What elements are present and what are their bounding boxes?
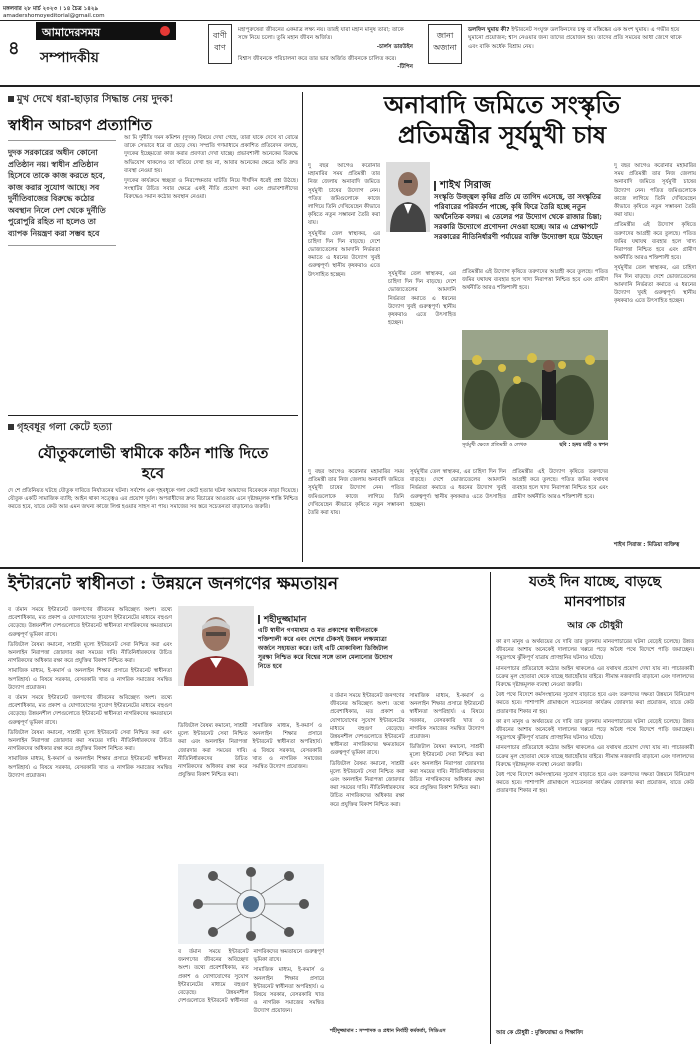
- feature-body-col2-p1: সূর্যমুখীর তেল স্বাস্থ্যকর, এর চাহিদা দিন দিন বাড়ছে। দেশে ভোজ্যতেলের আমদানি নির্ভরতা কমাতে এ ধরনের উদ্যোগ খুবই গুরুত্বপূর্ণ। স্থানীয় কৃষকরাও এতে উৎসাহিত হচ্ছেন।: [388, 271, 456, 327]
- editorial-2-headline: যৌতুকলোভী স্বামীকে কঠিন শাস্তি দিতে হবে: [37, 444, 269, 482]
- kicker-bullet-icon: [8, 96, 14, 102]
- bottom-column-divider: [490, 572, 491, 1044]
- bani-label-line1: বাণী: [213, 31, 227, 40]
- internet-body-p6: সামাজিক মাধ্যম, ই-কমার্স ও অনলাইন শিক্ষার প্রসারে ইন্টারনেট স্বাধীনতা অপরিহার্য। এ বিষয়ে সরকার, বেসরকারি খাত ও নাগরিক সমাজের সমন্বিত উদ্যোগ প্রয়োজন।: [8, 756, 172, 779]
- photo-credit: ছবি : হৃদয় মাহী ও স্বপন: [559, 442, 608, 448]
- bani-label-line2: বাণ: [214, 43, 226, 52]
- fact-box: [468, 26, 693, 51]
- editorial-2: [8, 420, 298, 570]
- newspaper-logo: [36, 22, 176, 42]
- trafficking-headline-line2: মানবপাচার: [564, 594, 626, 610]
- photo-caption-text: সূর্যমুখী ক্ষেতে প্রতিমন্ত্রী ও লেখক: [462, 442, 527, 448]
- editorial-1-pull-quote: দুদক সরকারের অধীন কোনো প্রতিষ্ঠান নয়। স্বাধীন প্রতিষ্ঠান হিসেবে তাকে কাজ করতে হবে, কাজ করার সুযোগ আছে। সব দুর্নীতিবাজের বিরুদ্ধে কঠোর অবস্থান নিলে দেশ থেকে দুর্নীতি পুরোপুরি রহিত না হলেও তা ব্যাপক নিয়ন্ত্রণ করা সম্ভব হবে: [8, 140, 116, 246]
- feature-body-col5-p1: দু বছর আগেও করোনার মহামারির সময় প্রতিমন্ত্রী তার নিজ জেলায় অনাবাদি জমিতে সূর্যমুখী চাষের উদ্যোগ নেন। পতিত জমিগুলোকে কাজে লাগিয়ে তিনি দেখিয়েছেন কীভাবে কৃষিতে নতুন সম্ভাবনা তৈরি করা যায়।: [308, 469, 404, 517]
- feature-body-col4: [614, 162, 696, 532]
- feature-body-col2: [388, 270, 456, 450]
- feature-body-col5: [308, 468, 608, 548]
- feature-body-col5-p2: সূর্যমুখীর তেল স্বাস্থ্যকর, এর চাহিদা দিন দিন বাড়ছে। দেশে ভোজ্যতেলের আমদানি নির্ভরতা কমাতে এ ধরনের উদ্যোগ খুবই গুরুত্বপূর্ণ। স্থানীয় কৃষকরাও এতে উৎসাহিত হচ্ছেন।: [410, 469, 506, 508]
- feature-headline-line1: অনাবাদি জমিতে সংস্কৃতি: [383, 90, 621, 119]
- internet-body-p1: ব র্তমান সময়ে ইন্টারনেট জনগণের জীবনের অবিচ্ছেদ্য অংশ। তথ্যে প্রবেশাধিকার, মত প্রকাশ ও যোগাযোগের সুযোগ ইন্টারনেটের মাধ্যমে বহুগুণ বেড়েছে। উন্নয়নশীল দেশগুলোতে ইন্টারনেট স্বাধীনতা নাগরিকদের ক্ষমতায়নে গুরুত্বপূর্ণ ভূমিকা রাখে।: [8, 607, 172, 638]
- feature-body-col4-p3: সূর্যমুখীর তেল স্বাস্থ্যকর, এর চাহিদা দিন দিন বাড়ছে। দেশে ভোজ্যতেলের আমদানি নির্ভরতা কমাতে এ ধরনের উদ্যোগ খুবই গুরুত্বপূর্ণ। স্থানীয় কৃষকরাও এতে উৎসাহিত হচ্ছেন।: [614, 265, 696, 305]
- author-marker-icon: [434, 181, 436, 191]
- date-line: মঙ্গলবার ২৮ মার্চ ২০২৩ । ১৪ চৈত্র ১৪২৯: [3, 6, 99, 12]
- editorial-divider: [8, 415, 298, 416]
- author-portrait: [386, 162, 430, 232]
- editorial-1-headline: স্বাধীন আচরণ প্রত্যাশিত: [8, 116, 153, 134]
- editorial-email: amadershomoyeditorial@gmail.com: [3, 13, 105, 19]
- feature-body-p1: দু বছর আগেও করোনার মহামারির সময় প্রতিমন্ত্রী তার নিজ জেলায় অনাবাদি জমিতে সূর্যমুখী চাষের উদ্যোগ নেন। পতিত জমিগুলোকে কাজে লাগিয়ে তিনি দেখিয়েছেন কীভাবে কৃষিতে নতুন সম্ভাবনা তৈরি করা যায়।: [308, 163, 380, 227]
- fact-title: ডলফিন ঘুমায় কী?: [468, 27, 510, 33]
- internet-article: [8, 572, 486, 1044]
- internet-body-p2: ডিজিটাল বৈষম্য কমানো, সাশ্রয়ী মূল্যে ইন্টারনেট সেবা নিশ্চিত করা এবং অনলাইন নিরাপত্তা জোরদার করা সময়ের দাবি। নীতিনির্ধারকদের উচিত নাগরিকদের অধিকার রক্ষা করে প্রযুক্তির বিকাশ নিশ্চিত করা।: [8, 641, 172, 665]
- internet-pull-quote: এটি স্বাধীন গণমাধ্যম ও মত প্রকাশের স্বাধীনতাকে শক্তিশালী করে এবং দেশের টেকসই উন্নয়ন লক্ষ্যমাত্রা অর্জনে সহায়তা করে। তাই এটি মোকাবিলা ডিজিটাল সুরক্ষা নিশ্চিত করে বিশ্বের সঙ্গে তাল মেলানোর উদ্যোগ নিতে হবে: [258, 627, 393, 670]
- trafficking-body-p6: বৈধ পথে বিদেশে কর্মসংস্থানের সুযোগ বাড়াতে হবে এবং তরুণদের দক্ষতা উন্নয়নে বিনিয়োগ করতে হবে। পাশাপাশি গ্রামাঞ্চলে সচেতনতা কার্যক্রম জোরদার করা প্রয়োজন, যাতে কেউ প্রতারণার শিকার না হয়।: [496, 772, 694, 795]
- internet-author-bio: শহীদুজ্জামান : সম্পাদক ও প্রধান নির্বাহী কর্মকর্তা, সিডিএস: [330, 1028, 446, 1034]
- feature-body-col4-p2: প্রতিমন্ত্রীর এই উদ্যোগ কৃষিতে তরুণদের আগ্রহী করে তুলছে। পতিত জমির যথাযথ ব্যবহার হলে খাদ্য নিরাপত্তা নিশ্চিত হবে এবং গ্রামীণ অর্থনীতি আরও শক্তিশালী হবে।: [614, 222, 696, 262]
- editorial-1: [8, 92, 298, 422]
- trafficking-headline-line1: যতই দিন যাচ্ছে, বাড়ছে: [528, 574, 662, 590]
- trafficking-author: আর কে চৌধুরী: [567, 621, 623, 631]
- logo-dot-icon: [160, 26, 170, 36]
- internet-author-name: শহীদুজ্জামান: [264, 615, 307, 625]
- column-divider: [302, 92, 303, 562]
- editorial-1-kicker: [8, 92, 298, 109]
- internet-author-portrait: [178, 606, 254, 686]
- author-marker-icon: [258, 615, 260, 624]
- feature-photo-caption: [462, 442, 608, 449]
- internet-body-col4-p4: ডিজিটাল বৈষম্য কমানো, সাশ্রয়ী মূল্যে ইন্টারনেট সেবা নিশ্চিত করা এবং অনলাইন নিরাপত্তা জোরদার করা সময়ের দাবি। নীতিনির্ধারকদের উচিত নাগরিকদের অধিকার রক্ষা করে প্রযুক্তির বিকাশ নিশ্চিত করা।: [409, 744, 484, 792]
- internet-headline: ইন্টারনেট স্বাধীনতা : উন্নয়নে জনগণের ক্ষমতায়ন: [8, 574, 339, 594]
- internet-body-p4: ব র্তমান সময়ে ইন্টারনেট জনগণের জীবনের অবিচ্ছেদ্য অংশ। তথ্যে প্রবেশাধিকার, মত প্রকাশ ও যোগাযোগের সুযোগ ইন্টারনেটের মাধ্যমে বহুগুণ বেড়েছে। উন্নয়নশীল দেশগুলোতে ইন্টারনেট স্বাধীনতা নাগরিকদের ক্ষমতায়নে গুরুত্বপূর্ণ ভূমিকা রাখে।: [8, 695, 172, 726]
- internet-body-col4-p3: সামাজিক মাধ্যম, ই-কমার্স ও অনলাইন শিক্ষার প্রসারে ইন্টারনেট স্বাধীনতা অপরিহার্য। এ বিষয়ে সরকার, বেসরকারি খাত ও নাগরিক সমাজের সমন্বিত উদ্যোগ প্রয়োজন।: [409, 693, 484, 741]
- internet-body-col3-p1: ব র্তমান সময়ে ইন্টারনেট জনগণের জীবনের অবিচ্ছেদ্য অংশ। তথ্যে প্রবেশাধিকার, মত প্রকাশ ও যোগাযোগের সুযোগ ইন্টারনেটের মাধ্যমে বহুগুণ বেড়েছে। উন্নয়নশীল দেশগুলোতে ইন্টারনেট স্বাধীনতা নাগরিকদের ক্ষমতায়নে গুরুত্বপূর্ণ ভূমিকা রাখে।: [178, 949, 324, 1005]
- feature-body-col3: [462, 268, 608, 326]
- internet-author: [258, 612, 306, 627]
- internet-body-col3-p2: সামাজিক মাধ্যম, ই-কমার্স ও অনলাইন শিক্ষার প্রসারে ইন্টারনেট স্বাধীনতা অপরিহার্য। এ বিষয়ে সরকার, বেসরকারি খাত ও নাগরিক সমাজের সমন্বিত উদ্যোগ প্রয়োজন।: [253, 967, 324, 1015]
- editorial-1-body: [124, 134, 298, 374]
- internet-body-col4: [330, 692, 484, 1022]
- trafficking-body-p3: বৈধ পথে বিদেশে কর্মসংস্থানের সুযোগ বাড়াতে হবে এবং তরুণদের দক্ষতা উন্নয়নে বিনিয়োগ করতে হবে। পাশাপাশি গ্রামাঞ্চলে সচেতনতা কার্যক্রম জোরদার করা প্রয়োজন, যাতে কেউ প্রতারণার শিকার না হয়।: [496, 692, 694, 715]
- feature-headline-line2: প্রতিমন্ত্রীর সূর্যমুখী চাষ: [397, 120, 607, 149]
- internet-body-col1: [8, 606, 172, 1038]
- feature-author-name: শাইখ সিরাজ: [440, 180, 491, 191]
- jana-ajana-label: [428, 24, 462, 64]
- logo-text: আমাদেরসময়: [42, 26, 101, 39]
- jana-label-line1: জানা: [436, 31, 454, 40]
- editorial-1-body-p2: দুদকের কার্যক্রমে স্বচ্ছতা ও নিরপেক্ষতার ঘাটতি নিয়ে দীর্ঘদিন ধরেই প্রশ্ন উঠছে। সংস্থাটির উচিত সবার ক্ষেত্রে একই নীতি প্রয়োগ করা এবং প্রভাবশালীদের বিরুদ্ধেও সমান কঠোর অবস্থান নেওয়া।: [124, 178, 298, 201]
- section-title: সম্পাদকীয়: [40, 50, 99, 66]
- internet-body-col3: [178, 948, 324, 1038]
- trafficking-article: [496, 572, 694, 1044]
- quote-1-text: মহাপুরুষেরা জীবনের একমাত্র লক্ষ্য নয়। তারই যারা মহান মানুষ তারা; তাকে সঙ্গে নিয়ে চলো। তুমি মহান জীবন অর্জিত।: [238, 27, 404, 42]
- feature-author-bio: শাইখ সিরাজ : মিডিয়া ব্যক্তিত্ব: [614, 542, 680, 548]
- fact-text: ইন্টারনেট সংযুক্ত ডলফিনদের চক্ষু বা মস্তিষ্কের এক অংশ ঘুমায়। এ গভীর হয়ে ঘুমানো প্রয়োজন; শ্বাস নেওয়ার জন্য তাদের প্রয়োজন হয়। তাদের প্রতি সময়ের আধা জেগে থাকে এবং বাকি অর্ধেক বিশ্রাম নেয়।: [468, 27, 682, 50]
- internet-body-col2-p2: সামাজিক মাধ্যম, ই-কমার্স ও অনলাইন শিক্ষার প্রসারে ইন্টারনেট স্বাধীনতা অপরিহার্য। এ বিষয়ে সরকার, বেসরকারি খাত ও নাগরিক সমাজের সমন্বিত উদ্যোগ প্রয়োজন।: [252, 723, 322, 771]
- feature-body-p2: সূর্যমুখীর তেল স্বাস্থ্যকর, এর চাহিদা দিন দিন বাড়ছে। দেশে ভোজ্যতেলের আমদানি নির্ভরতা কমাতে এ ধরনের উদ্যোগ খুবই গুরুত্বপূর্ণ। স্থানীয় কৃষকরাও এতে উৎসাহিত হচ্ছেন।: [308, 230, 380, 278]
- bani-label: [208, 24, 232, 64]
- editorial-1-kicker-text: মুখ দেখে ধরা-ছাড়ার সিদ্ধান্ত নেয় দুদক!: [17, 94, 174, 105]
- page-number: ৪: [8, 38, 20, 59]
- internet-body-col2: [178, 722, 322, 862]
- trafficking-body: [496, 638, 694, 1028]
- internet-body-col4-p1: ব র্তমান সময়ে ইন্টারনেট জনগণের জীবনের অবিচ্ছেদ্য অংশ। তথ্যে প্রবেশাধিকার, মত প্রকাশ ও যোগাযোগের সুযোগ ইন্টারনেটের মাধ্যমে বহুগুণ বেড়েছে। উন্নয়নশীল দেশগুলোতে ইন্টারনেট স্বাধীনতা নাগরিকদের ক্ষমতায়নে গুরুত্বপূর্ণ ভূমিকা রাখে।: [330, 693, 405, 757]
- internet-body-col2-p1: ডিজিটাল বৈষম্য কমানো, সাশ্রয়ী মূল্যে ইন্টারনেট সেবা নিশ্চিত করা এবং অনলাইন নিরাপত্তা জোরদার করা সময়ের দাবি। নীতিনির্ধারকদের উচিত নাগরিকদের অধিকার রক্ষা করে প্রযুক্তির বিকাশ নিশ্চিত করা।: [178, 723, 248, 779]
- editorial-2-kicker-text: গৃহবধূর গলা কেটে হত্যা: [17, 422, 112, 433]
- mid-page-rule: [0, 567, 700, 569]
- kicker-bullet-icon: [8, 424, 14, 430]
- editorial-2-body: দে শে প্রতিনিয়ত ঘটছে যৌতুক দাবিতে নির্যাতনের ঘটনা। সর্বশেষ এক গৃহবধূকে গলা কেটে হত্যার ঘটনা আমাদের বিবেককে নাড়া দিয়েছে। যৌতুক একটি সামাজিক ব্যাধি; আইন থাকা সত্ত্বেও এর প্রয়োগ দুর্বল। অপরাধীদের দ্রুত বিচারের আওতায় এনে দৃষ্টান্তমূলক শাস্তি নিশ্চিত করতে হবে, যাতে কেউ আর এমন জঘন্য কাজে লিপ্ত হওয়ার সাহস না পায়। সমাজের সব স্তরে সচেতনতা বাড়ানোও জরুরি।: [8, 488, 298, 511]
- trafficking-body-p4: কা রণ মানুষ ও অর্থব্যয়ের যে দাবি তার তুলনায় মানবপাচারের ঘটনা বেড়েই চলেছে। উন্নত জীবনের আশায় অনেকেই দালালের খপ্পরে পড়ে অবৈধ পথে বিদেশে পাড়ি জমাচ্ছেন। সমুদ্রপথে ঝুঁকিপূর্ণ যাত্রায় প্রাণহানির ঘটনাও ঘটছে।: [496, 718, 694, 742]
- jana-label-line2: অজানা: [433, 43, 457, 52]
- feature-body-col1: [308, 162, 380, 462]
- feature-body-col4-p1: দু বছর আগেও করোনার মহামারির সময় প্রতিমন্ত্রী তার নিজ জেলায় অনাবাদি জমিতে সূর্যমুখী চাষের উদ্যোগ নেন। পতিত জমিগুলোকে কাজে লাগিয়ে তিনি দেখিয়েছেন কীভাবে কৃষিতে নতুন সম্ভাবনা তৈরি করা যায়।: [614, 163, 696, 219]
- header-bottom-rule: [0, 85, 700, 87]
- editorial-1-body-p1: আ মি দুর্নীতি দমন কমিশন (দুদক) বিষয়ে দেখা গেছে, তারা যাকে দেখে যা বোঝে তাকে সেভাবে ধরে বা ছেড়ে দেয়। সম্প্রতি গণমাধ্যমে প্রকাশিত প্রতিবেদন বলছে, দুদকের ইচ্ছেমতো কাজ করার প্রবণতা দেখা যাচ্ছে। প্রভাবশালী অনেকের বিরুদ্ধে অভিযোগ থাকলেও তা খতিয়ে দেখা হয় না, আবার অনেকের ক্ষেত্রে অতি দ্রুত ব্যবস্থা নেওয়া হয়।: [124, 135, 298, 174]
- internet-body-p3: সামাজিক মাধ্যম, ই-কমার্স ও অনলাইন শিক্ষার প্রসারে ইন্টারনেট স্বাধীনতা অপরিহার্য। এ বিষয়ে সরকার, বেসরকারি খাত ও নাগরিক সমাজের সমন্বিত উদ্যোগ প্রয়োজন।: [8, 668, 172, 691]
- trafficking-body-p1: কা রণ মানুষ ও অর্থব্যয়ের যে দাবি তার তুলনায় মানবপাচারের ঘটনা বেড়েই চলেছে। উন্নত জীবনের আশায় অনেকেই দালালের খপ্পরে পড়ে অবৈধ পথে বিদেশে পাড়ি জমাচ্ছেন। সমুদ্রপথে ঝুঁকিপূর্ণ যাত্রায় প্রাণহানির ঘটনাও ঘটছে।: [496, 639, 694, 662]
- quote-1: [238, 26, 413, 51]
- editorial-2-kicker: [8, 420, 298, 437]
- quote-2: [238, 55, 413, 72]
- quote-1-author: -চার্লস ডারউইন: [376, 43, 413, 50]
- feature-intro: সংস্কৃতি উজ্জ্বল কৃষির প্রতি যে তাগিদ এসেছে, তা সংস্কৃতির পরিবারের পরিবর্তন পাচ্ছে, কৃষি ফিরে তৈরি হচ্ছে নতুন অর্থনৈতিক বলয়। এ তেলের পর উদ্যোগ থেকে রাজার চিন্তা; সরকারি উদ্যোগে প্রণোদনা দেওয়া হচ্ছে। আর এ প্রেক্ষাপটে সরকারের নীতিনির্ধারণী পর্যায়ের ব্যক্তি উদ্যোক্তা হয়ে উঠছেন: [434, 192, 603, 241]
- feature-article: [308, 90, 696, 560]
- feature-body-col3-p1: প্রতিমন্ত্রীর এই উদ্যোগ কৃষিতে তরুণদের আগ্রহী করে তুলছে। পতিত জমির যথাযথ ব্যবহার হলে খাদ্য নিরাপত্তা নিশ্চিত হবে এবং গ্রামীণ অর্থনীতি আরও শক্তিশালী হবে।: [462, 269, 608, 292]
- network-illustration: [178, 864, 324, 944]
- trafficking-body-p5: মানবপাচার প্রতিরোধে কঠোর আইন থাকলেও এর যথাযথ প্রয়োগ দেখা যায় না। পাচারকারী চক্রের মূল হোতারা থেকে যাচ্ছে ধরাছোঁয়ার বাইরে। সীমান্ত নজরদারি বাড়ানো এবং দালালদের বিরুদ্ধে দৃষ্টান্তমূলক ব্যবস্থা নেওয়া জরুরি।: [496, 745, 694, 768]
- internet-body-p5: ডিজিটাল বৈষম্য কমানো, সাশ্রয়ী মূল্যে ইন্টারনেট সেবা নিশ্চিত করা এবং অনলাইন নিরাপত্তা জোরদার করা সময়ের দাবি। নীতিনির্ধারকদের উচিত নাগরিকদের অধিকার রক্ষা করে প্রযুক্তির বিকাশ নিশ্চিত করা।: [8, 729, 172, 753]
- sunflower-field-photo: [462, 330, 608, 440]
- trafficking-author-bio: আর কে চৌধুরী : মুক্তিযোদ্ধা ও শিক্ষাবিদ: [496, 1030, 583, 1036]
- internet-body-col4-p2: ডিজিটাল বৈষম্য কমানো, সাশ্রয়ী মূল্যে ইন্টারনেট সেবা নিশ্চিত করা এবং অনলাইন নিরাপত্তা জোরদার করা সময়ের দাবি। নীতিনির্ধারকদের উচিত নাগরিকদের অধিকার রক্ষা করে প্রযুক্তির বিকাশ নিশ্চিত করা।: [330, 760, 405, 808]
- trafficking-body-p2: মানবপাচার প্রতিরোধে কঠোর আইন থাকলেও এর যথাযথ প্রয়োগ দেখা যায় না। পাচারকারী চক্রের মূল হোতারা থেকে যাচ্ছে ধরাছোঁয়ার বাইরে। সীমান্ত নজরদারি বাড়ানো এবং দালালদের বিরুদ্ধে দৃষ্টান্তমূলক ব্যবস্থা নেওয়া জরুরি।: [496, 665, 694, 689]
- quote-2-author: -টিপিন: [397, 64, 413, 71]
- header-rule: [0, 20, 700, 21]
- quote-2-text: বিশ্বাস জীবনকে পরিচালনা করে তার ভার অর্জিত জীবনকে চালিত করে।: [238, 56, 397, 62]
- feature-body-col5-p3: প্রতিমন্ত্রীর এই উদ্যোগ কৃষিতে তরুণদের আগ্রহী করে তুলছে। পতিত জমির যথাযথ ব্যবহার হলে খাদ্য নিরাপত্তা নিশ্চিত হবে এবং গ্রামীণ অর্থনীতি আরও শক্তিশালী হবে।: [512, 469, 608, 500]
